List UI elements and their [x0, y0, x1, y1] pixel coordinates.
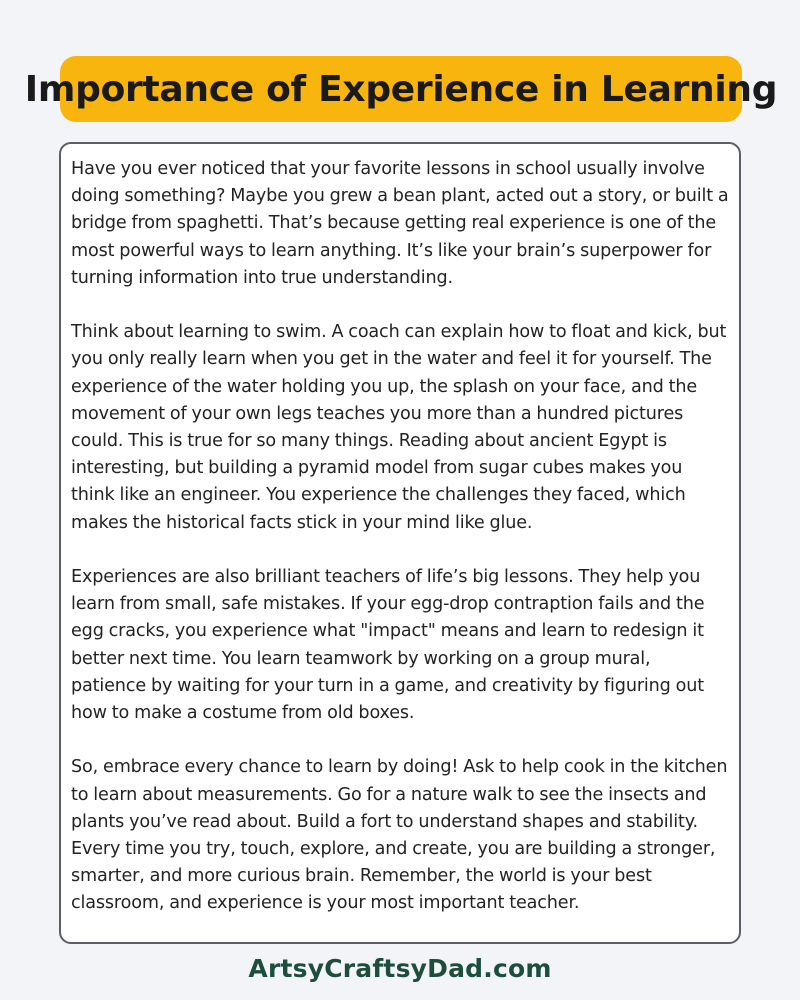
paragraph-4: So, embrace every chance to learn by doing! Ask to help cook in the kitchen to learn about measurements. Go for a nature walk to see the insects and plants you’ve read about. Build a fort to understand shapes and stability. Every time you try, touch, explore, and create, you are building a stronger, smarter, and more curious brain. Remember, the world is your best classroom, and experience is your most important teacher.	[71, 757, 728, 914]
footer-website: ArtsyCraftsyDad.com	[248, 954, 552, 983]
paragraph-3: Experiences are also brilliant teachers of life’s big lessons. They help you learn from small, safe mistakes. If your egg-drop contraption fails and the egg cracks, you experience what "impact" means and learn to redesign it better next time. You learn teamwork by working on a group mural, patience by waiting for your turn in a game, and creativity by figuring out how to make a costume from old boxes.	[71, 567, 705, 724]
paragraph-2: Think about learning to swim. A coach can explain how to float and kick, but you only really learn when you get in the water and feel it for yourself. The experience of the water holding you up, the splash on your face, and the movement of your own legs teaches you more than a hundred pictures could. This is true for so many things. Reading about ancient Egypt is interesting, but building a pyramid model from sugar cubes makes you think like an engineer. You experience the challenges they faced, which makes the historical facts stick in your mind like glue.	[71, 322, 727, 533]
title-banner	[24, 56, 778, 122]
paragraph-1: Have you ever noticed that your favorite lessons in school usually involve doing something? Maybe you grew a bean plant, acted out a story, or built a bridge from spaghetti. That’s because getting real experience is one of the most powerful ways to learn anything. It’s like your brain’s superpower for turning information into true understanding.	[71, 159, 729, 288]
article-box	[59, 142, 741, 944]
page-title: Importance of Experience in Learning	[24, 68, 778, 110]
